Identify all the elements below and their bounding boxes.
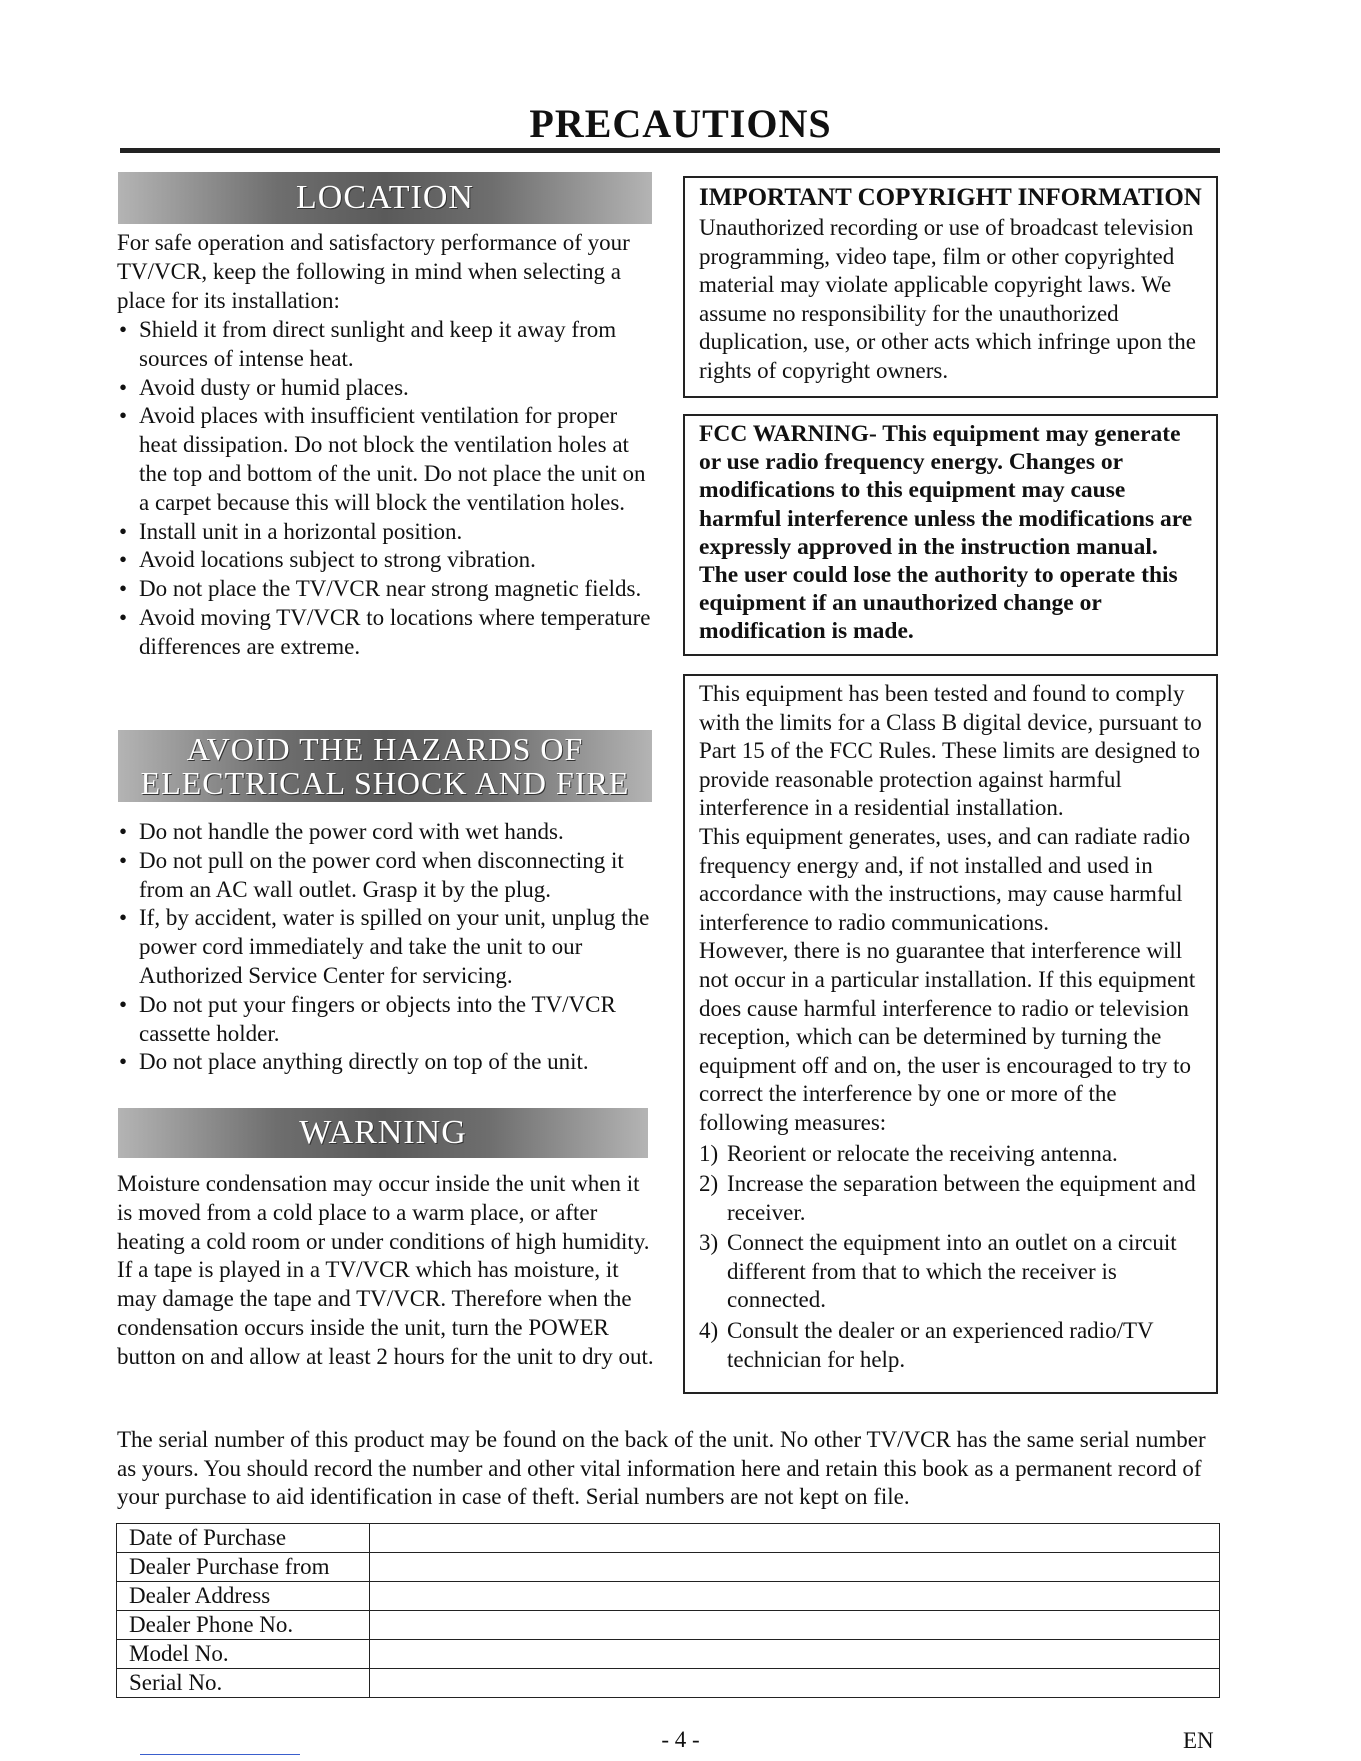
table-row	[117, 1640, 1220, 1669]
location-item: • Avoid locations subject to strong vibration.	[117, 546, 657, 575]
class-b-para-3: However, there is no guarantee that interference will not occur in a particular installation. If this equipment does cause harmful interference to radio or television reception, which can be determined by turning the equipment off and on, the user is encouraged to try to correct the interference by one or more of the following measures:	[699, 938, 1196, 1135]
measure-item	[699, 1140, 1202, 1169]
record-value-field[interactable]	[370, 1582, 1220, 1611]
hazards-item: • Do not put your fingers or objects into the TV/VCR cassette holder.	[117, 991, 657, 1049]
hazards-heading-line1: AVOID THE HAZARDS OF	[186, 731, 584, 767]
hazards-list	[117, 818, 657, 1077]
location-heading: LOCATION	[118, 172, 652, 224]
record-label: Serial No.	[117, 1669, 370, 1698]
language-code: EN	[1183, 1728, 1214, 1753]
measure-text: Increase the separation between the equipment and receiver.	[727, 1171, 1196, 1225]
copyright-title: IMPORTANT COPYRIGHT INFORMATION	[699, 184, 1202, 211]
class-b-para-1: This equipment has been tested and found to comply with the limits for a Class B digital device, pursuant to Part 15 of the FCC Rules. These limits are designed to provide reasonable protection against harmful interference in a residential installation.	[699, 681, 1202, 821]
class-b-para-2: This equipment generates, uses, and can radiate radio frequency energy and, if not installed and used in accordance with the instructions, may cause harmful interference to radio communications.	[699, 823, 1191, 935]
record-value-field[interactable]	[370, 1669, 1220, 1698]
location-item: • Avoid places with insufficient ventilation for proper heat dissipation. Do not block the ventilation holes at the top and bottom of the unit. Do not place the unit on a carpet because this will block the ventilation holes.	[117, 402, 657, 517]
table-row	[117, 1611, 1220, 1640]
location-intro: For safe operation and satisfactory performance of your TV/VCR, keep the following in mind when selecting a place for its installation:	[117, 230, 630, 313]
measure-item	[699, 1317, 1202, 1374]
location-item: • Avoid dusty or humid places.	[117, 374, 657, 403]
table-row	[117, 1669, 1220, 1698]
warning-heading: WARNING	[118, 1108, 648, 1158]
table-row	[117, 1524, 1220, 1553]
measure-number: 3)	[699, 1230, 719, 1256]
copyright-text: Unauthorized recording or use of broadcast television programming, video tape, film or other copyrighted material may violate applicable copyright laws. We assume no responsibility for the unauthorized duplication, use, or other acts which infringe upon the rights of copyright owners.	[699, 215, 1196, 383]
page-number: - 4 -	[661, 1727, 700, 1752]
record-value-field[interactable]	[370, 1553, 1220, 1582]
fcc-warning-text: FCC WARNING- This equipment may generate or use radio frequency energy. Changes or modifications to this equipment may cause harmful interference unless the modifications are expressly approved in the instruction manual. The user could lose the authority to operate this equipment if an unauthorized change or modification is made.	[699, 421, 1193, 645]
footer-line	[140, 1754, 300, 1755]
warning-text: Moisture condensation may occur inside the unit when it is moved from a cold place to a warm place, or after heating a cold room or under conditions of high humidity. If a tape is played in a TV/VCR which has moisture, it may damage the tape and TV/VCR. Therefore when the condensation occurs inside the unit, turn the POWER button on and allow at least 2 hours for the unit to dry out.	[117, 1171, 654, 1369]
measure-text: Reorient or relocate the receiving antenna.	[727, 1140, 1118, 1166]
measure-number: 2)	[699, 1171, 719, 1197]
record-label: Dealer Purchase from	[117, 1553, 370, 1582]
hazards-item: • If, by accident, water is spilled on your unit, unplug the power cord immediately and take the unit to our Authorized Service Center for servicing.	[117, 904, 657, 990]
record-label: Dealer Phone No.	[117, 1611, 370, 1640]
table-row	[117, 1553, 1220, 1582]
location-item: • Do not place the TV/VCR near strong magnetic fields.	[117, 575, 657, 604]
measure-number: 1)	[699, 1140, 719, 1166]
measure-item	[699, 1170, 1202, 1227]
measure-text: Consult the dealer or an experienced radio/TV technician for help.	[727, 1318, 1154, 1372]
record-value-field[interactable]	[370, 1611, 1220, 1640]
measures-list	[699, 1140, 1202, 1375]
measure-number: 4)	[699, 1318, 719, 1344]
record-label: Model No.	[117, 1640, 370, 1669]
location-item: • Avoid moving TV/VCR to locations where temperature differences are extreme.	[117, 604, 657, 662]
fcc-warning-box	[683, 414, 1218, 656]
title-rule	[120, 148, 1220, 153]
purchase-record-table	[116, 1523, 1220, 1698]
hazards-item: • Do not place anything directly on top of the unit.	[117, 1048, 657, 1077]
location-list	[117, 316, 657, 662]
record-label: Date of Purchase	[117, 1524, 370, 1553]
class-b-box	[683, 674, 1218, 1394]
copyright-box	[683, 176, 1218, 398]
hazards-item: • Do not handle the power cord with wet hands.	[117, 818, 657, 847]
record-label: Dealer Address	[117, 1582, 370, 1611]
page-title: PRECAUTIONS	[529, 101, 832, 146]
record-value-field[interactable]	[370, 1524, 1220, 1553]
record-value-field[interactable]	[370, 1640, 1220, 1669]
measure-text: Connect the equipment into an outlet on a circuit different from that to which the receiver is connected.	[727, 1230, 1177, 1313]
table-row	[117, 1582, 1220, 1611]
location-item: • Install unit in a horizontal position.	[117, 518, 657, 547]
hazards-item: • Do not pull on the power cord when disconnecting it from an AC wall outlet. Grasp it by the plug.	[117, 847, 657, 905]
hazards-heading	[118, 730, 652, 802]
measure-item	[699, 1229, 1202, 1315]
hazards-heading-line2: ELECTRICAL SHOCK AND FIRE	[140, 765, 630, 801]
location-item: • Shield it from direct sunlight and keep it away from sources of intense heat.	[117, 316, 657, 374]
serial-number-note: The serial number of this product may be found on the back of the unit. No other TV/VCR has the same serial number as yours. You should record the number and other vital information here and retain this book as a permanent record of your purchase to aid identification in case of theft. Serial numbers are not kept on file.	[117, 1427, 1206, 1509]
